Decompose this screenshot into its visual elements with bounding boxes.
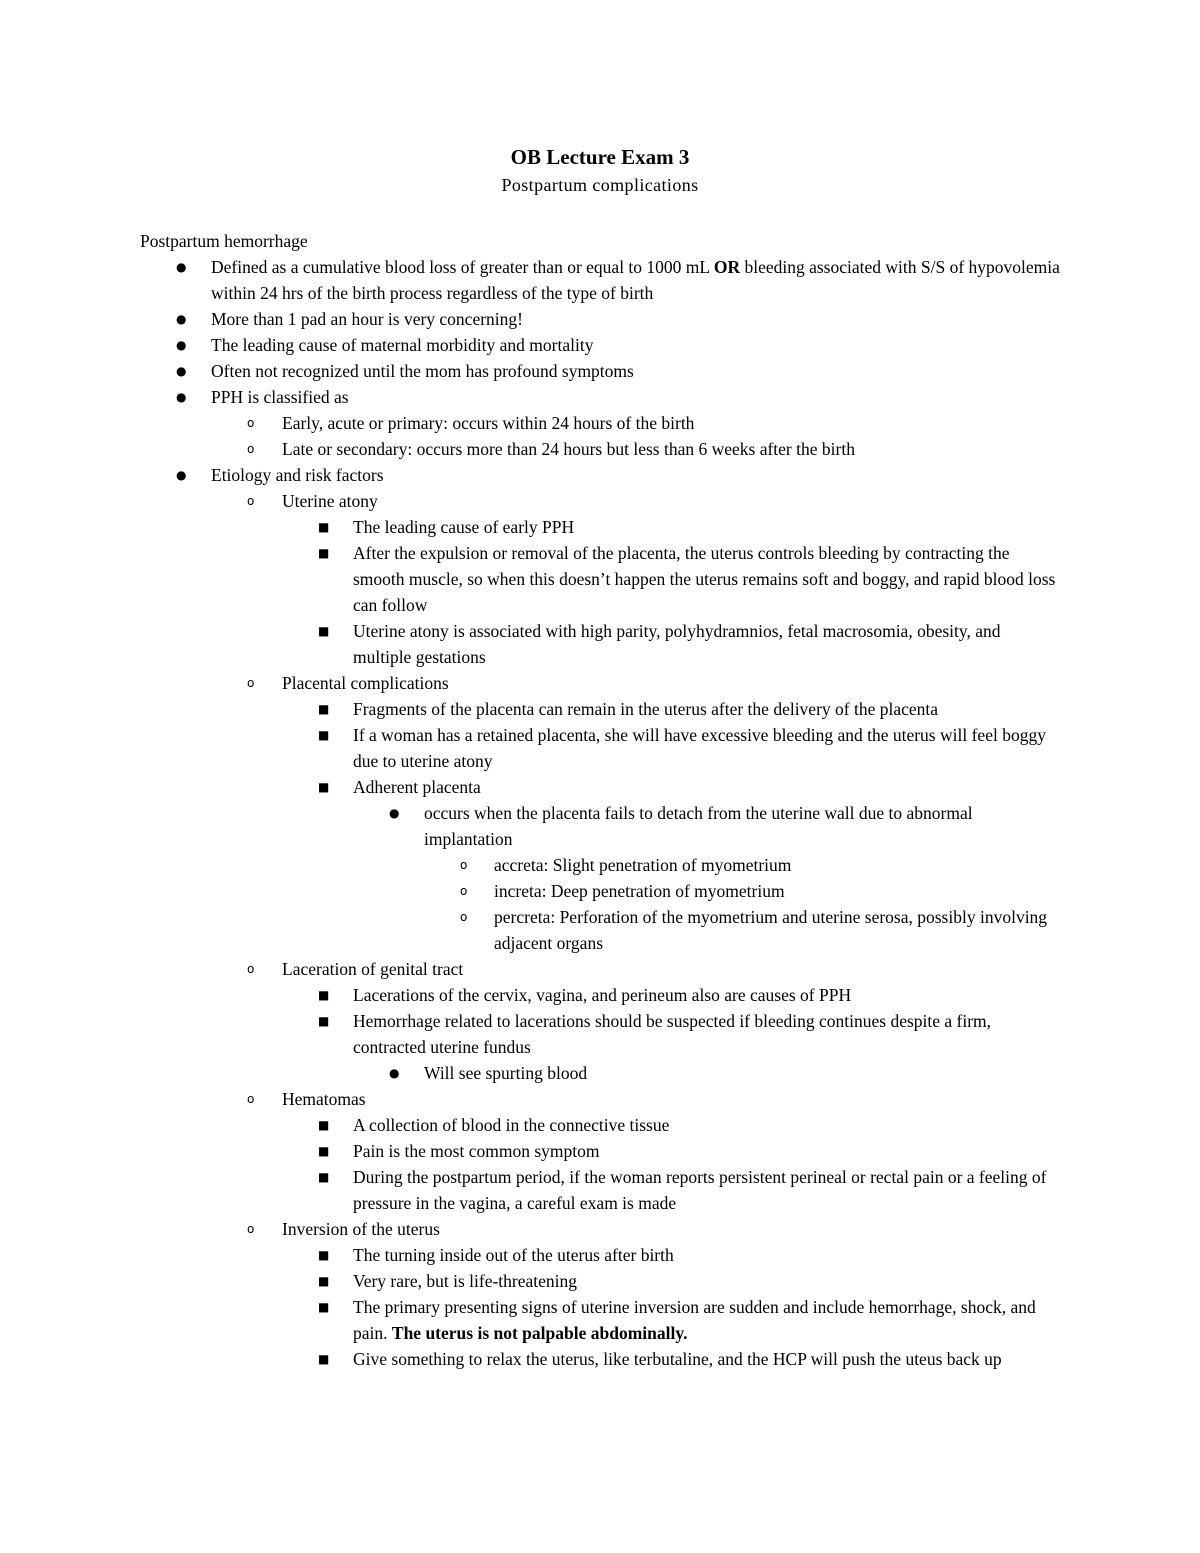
circle-marker: o [247,416,255,430]
section-heading: Postpartum hemorrhage [140,231,308,251]
list-item [282,722,1060,774]
page-title: OB Lecture Exam 3 [510,145,690,169]
list-item [140,254,1060,306]
list-item [424,878,1060,904]
list-item [282,1164,1060,1216]
item-text: The turning inside out of the uterus after birth [353,1245,674,1265]
square-marker: ■ [318,988,330,1002]
sub-list [282,1242,1060,1372]
circle-marker: o [247,1092,255,1106]
square-marker: ■ [318,1144,330,1158]
list-item [140,384,1060,462]
circle-marker: o [247,676,255,690]
sub-list [282,1112,1060,1216]
bullet-marker: ● [389,1066,400,1080]
item-text: If a woman has a retained placenta, she will have excessive bleeding and the uterus will feel boggy due to uterine atony [353,725,1046,771]
item-text: After the expulsion or removal of the placenta, the uterus controls bleeding by contracting the smooth muscle, so when this doesn’t happen the uterus remains soft and boggy, and rapid blood loss can follow [353,543,1056,615]
item-text: Defined as a cumulative blood loss of greater than or equal to 1000 mL [211,257,714,277]
bullet-marker: ● [176,338,187,352]
list-item [140,332,1060,358]
list-item [282,618,1060,670]
item-text: The leading cause of early PPH [353,517,575,537]
circle-marker: o [247,1222,255,1236]
list-item [211,670,1060,956]
item-text: Lacerations of the cervix, vagina, and perineum also are causes of PPH [353,985,852,1005]
bullet-marker: ● [389,806,400,820]
item-text: Uterine atony [282,491,378,511]
list-item [424,852,1060,878]
item-text: Late or secondary: occurs more than 24 hours but less than 6 weeks after the birth [282,439,855,459]
square-marker: ■ [318,780,330,794]
bullet-marker: ● [176,364,187,378]
item-text: Adherent placenta [353,777,481,797]
circle-marker: o [460,884,468,898]
sub-list [353,1060,1060,1086]
square-marker: ■ [318,624,330,638]
item-text-bold: The uterus is not palpable abdominally. [391,1323,688,1343]
square-marker: ■ [318,1248,330,1262]
sub-list [211,488,1060,1372]
document-body [140,228,1060,1372]
item-text: Give something to relax the uterus, like terbutaline, and the HCP will push the uteus back up [353,1349,1002,1369]
item-text: Laceration of genital tract [282,959,464,979]
square-marker: ■ [318,728,330,742]
page-subtitle: Postpartum complications [501,175,699,195]
list-item [211,1216,1060,1372]
bullet-marker: ● [176,468,187,482]
list-item [282,982,1060,1008]
square-marker: ■ [318,546,330,560]
sub-list [282,696,1060,956]
list-item [282,514,1060,540]
bullet-marker: ● [176,260,187,274]
item-text: percreta: Perforation of the myometrium and uterine serosa, possibly involving adjacent organs [494,907,1048,953]
square-marker: ■ [318,1170,330,1184]
item-text: Very rare, but is life-threatening [353,1271,578,1291]
item-text: Placental complications [282,673,449,693]
list-item [282,1346,1060,1372]
list-item [140,306,1060,332]
item-text: PPH is classified as [211,387,349,407]
circle-marker: o [247,494,255,508]
item-text: Will see spurting blood [424,1063,588,1083]
bullet-marker: ● [176,312,187,326]
item-text: Fragments of the placenta can remain in the uterus after the delivery of the placenta [353,699,939,719]
list-item [282,1268,1060,1294]
list-item [211,410,1060,436]
item-text: Inversion of the uterus [282,1219,440,1239]
list-item [282,1242,1060,1268]
square-marker: ■ [318,702,330,716]
list-item [282,1294,1060,1346]
item-text: The primary presenting signs of uterine inversion are sudden and include hemorrhage, shock, and pain. [353,1297,1036,1343]
item-text-bold: OR [713,257,741,277]
list-item [282,1008,1060,1086]
circle-marker: o [460,910,468,924]
item-text: Hematomas [282,1089,366,1109]
list-item [424,904,1060,956]
item-text: During the postpartum period, if the woman reports persistent perineal or rectal pain or a feeling of pressure in the vagina, a careful exam is made [353,1167,1047,1213]
item-text: Uterine atony is associated with high parity, polyhydramnios, fetal macrosomia, obesity, and multiple gestations [353,621,1001,667]
item-text: Often not recognized until the mom has profound symptoms [211,361,634,381]
item-text: More than 1 pad an hour is very concerning! [211,309,523,329]
square-marker: ■ [318,1118,330,1132]
sub-list [282,514,1060,670]
circle-marker: o [247,442,255,456]
item-text: accreta: Slight penetration of myometrium [494,855,792,875]
item-text: Pain is the most common symptom [353,1141,600,1161]
sub-list [424,852,1060,956]
bullet-marker: ● [176,390,187,404]
list-item [353,1060,1060,1086]
list-item [282,1138,1060,1164]
list-item [211,436,1060,462]
square-marker: ■ [318,520,330,534]
list-item [282,540,1060,618]
sub-list [353,800,1060,956]
item-text: A collection of blood in the connective tissue [353,1115,670,1135]
list-item [140,358,1060,384]
item-text: Hemorrhage related to lacerations should be suspected if bleeding continues despite a firm, contracted uterine fundus [353,1011,992,1057]
sub-list [282,982,1060,1086]
item-text: The leading cause of maternal morbidity and mortality [211,335,594,355]
item-text: Etiology and risk factors [211,465,384,485]
list-item [282,1112,1060,1138]
square-marker: ■ [318,1352,330,1366]
circle-marker: o [247,962,255,976]
list-item [211,488,1060,670]
square-marker: ■ [318,1274,330,1288]
list-item [353,800,1060,956]
square-marker: ■ [318,1300,330,1314]
circle-marker: o [460,858,468,872]
sub-list [211,410,1060,462]
item-text: bleeding associated with S/S of hypovolemia within 24 hrs of the birth process regardless of the type of birth [211,257,1060,303]
item-text: increta: Deep penetration of myometrium [494,881,785,901]
item-text: Early, acute or primary: occurs within 24 hours of the birth [282,413,695,433]
item-text: occurs when the placenta fails to detach from the uterine wall due to abnormal implantation [424,803,973,849]
list-item [282,696,1060,722]
list-item [140,462,1060,1372]
square-marker: ■ [318,1014,330,1028]
main-bullet-list [140,254,1060,1372]
list-item [282,774,1060,956]
list-item [211,1086,1060,1216]
list-item [211,956,1060,1086]
